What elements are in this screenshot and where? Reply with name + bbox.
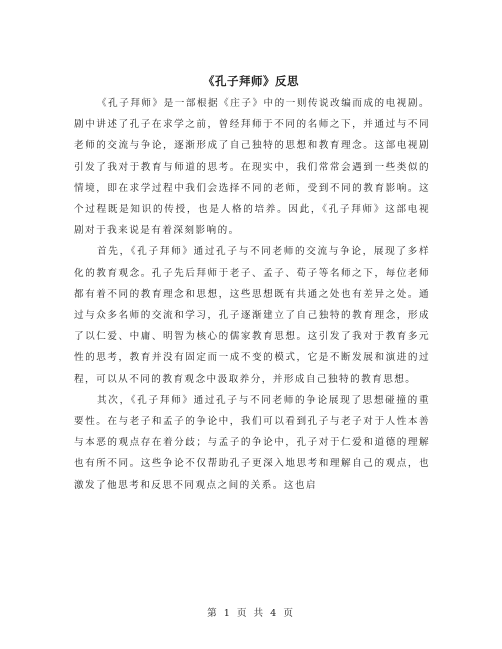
- paragraph-1: 《孔子拜师》是一部根据《庄子》中的一则传说改编而成的电视剧。剧中讲述了孔子在求学之前，曾经拜师于不同的名师之下，并通过与不同老师的交流与争论，逐渐形成了自己独特的思想和教育理念。这部电视剧引发了我对于教育与师道的思考。在现实中，我们常常会遇到一些类似的情境，即在求学过程中我们会选择不同的老师，受到不同的教育影响。这个过程既是知识的传授，也是人格的培养。因此，《孔子拜师》这部电视剧对于我来说是有着深刻影响的。: [74, 98, 430, 237]
- page-number-footer: 第 1 页 共 4 页: [207, 608, 295, 619]
- paragraph-3: 其次，《孔子拜师》通过孔子与不同老师的争论展现了思想碰撞的重要性。在与老子和孟子的争论中，我们可以看到孔子与老子对于人性本善与本恶的观点存在着分歧；与孟子的争论中，孔子对于仁爱和道德的理解也有所不同。这些争论不仅帮助孔子更深入地思考和理解自己的观点，也激发了他思考和反思不同观点之间的关系。这也启: [74, 394, 430, 491]
- document-title: 《孔子拜师》反思: [203, 74, 299, 88]
- paragraph-2: 首先，《孔子拜师》通过孔子与不同老师的交流与争论，展现了多样化的教育观念。孔子先后拜师于老子、孟子、荀子等名师之下，每位老师都有着不同的教育理念和思想，这些思想既有共通之处也有差异之处。通过与众多名师的交流和学习，孔子逐渐建立了自己独特的教育理念，形成了以仁爱、中庸、明智为核心的儒家教育思想。这引发了我对于教育多元性的思考，教育并没有固定而一成不变的模式，它是不断发展和演进的过程，可以从不同的教育观念中汲取养分，并形成自己独特的教育思想。: [74, 246, 430, 385]
- document-body: [74, 93, 430, 496]
